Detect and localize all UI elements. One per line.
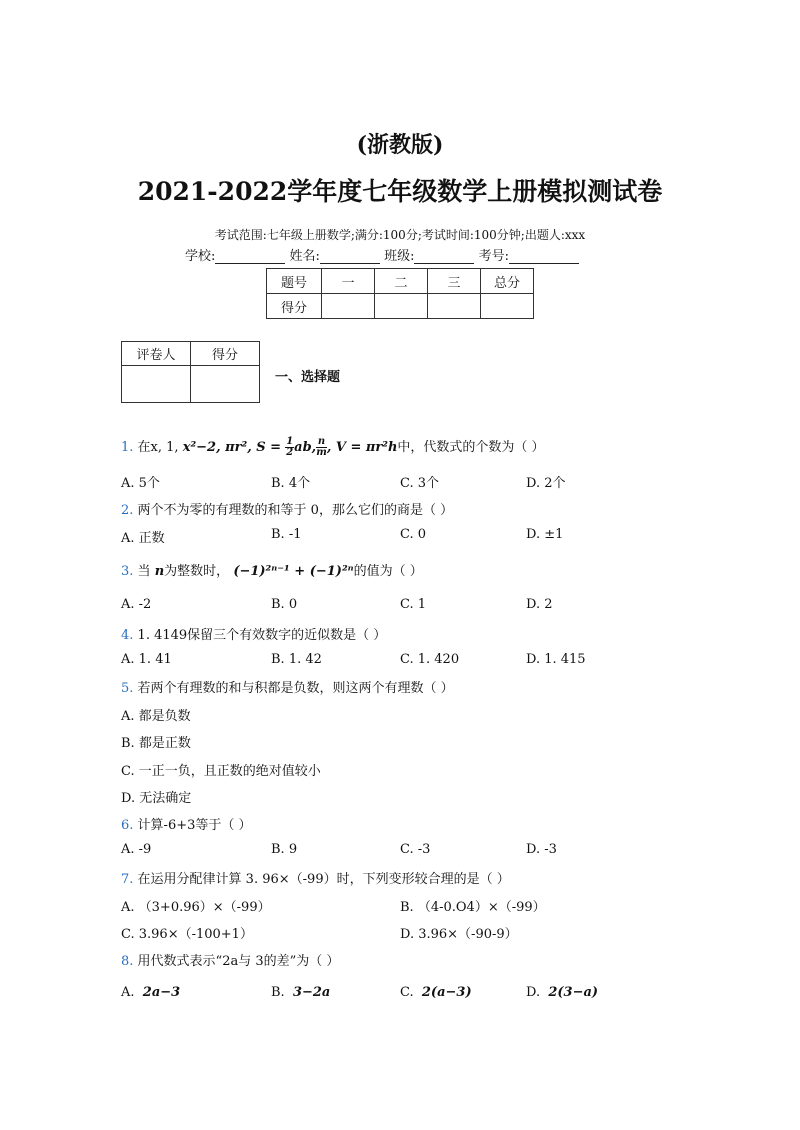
score-header-cell: 二 <box>375 269 428 294</box>
math-expression: , πr² <box>216 440 248 455</box>
class-label: 班级: <box>384 249 415 264</box>
class-field[interactable] <box>414 249 474 264</box>
fraction-numerator: 1 <box>286 436 294 447</box>
math-expression: 2(3−a) <box>548 985 599 1000</box>
math-expression: , S = <box>247 440 282 455</box>
question-3 <box>121 560 423 579</box>
question-text: 为整数时， <box>164 564 230 579</box>
score-row-label: 得分 <box>267 294 322 319</box>
question-number: 7. <box>121 872 134 887</box>
exam-title: 2021-2022学年度七年级数学上册模拟测试卷 <box>137 177 663 206</box>
school-label: 学校: <box>185 249 216 264</box>
math-expression: 2a−3 <box>142 985 181 1000</box>
math-expression: 2(a−3) <box>421 985 472 1000</box>
score-header-cell: 三 <box>428 269 481 294</box>
option-b[interactable]: B. -1 <box>271 527 302 542</box>
option-c[interactable] <box>400 985 472 1000</box>
option-letter: C. <box>400 985 414 1000</box>
option-d[interactable]: D. 3.96×（-90-9） <box>400 927 518 942</box>
fraction-denominator: m <box>316 447 327 458</box>
option-b[interactable]: B. （4-0.O4）×（-99） <box>400 900 546 915</box>
grader-score-cell[interactable] <box>191 366 260 403</box>
question-text: 的值为（ ） <box>353 564 423 579</box>
exam-info: 考试范围:七年级上册数学;满分:100分;考试时间:100分钟;出题人:xxx <box>214 228 586 242</box>
grader-table <box>121 341 260 403</box>
option-c[interactable]: C. 3.96×（-100+1） <box>121 927 253 942</box>
question-text: 计算-6+3等于（ ） <box>137 818 252 833</box>
question-text: 若两个有理数的和与积都是负数，则这两个有理数（ ） <box>137 681 454 696</box>
name-field[interactable] <box>320 249 380 264</box>
question-2 <box>121 499 453 518</box>
option-c[interactable]: C. 一正一负，且正数的绝对值较小 <box>121 764 321 779</box>
option-b[interactable]: B. 4个 <box>271 476 311 491</box>
question-text: 当 <box>137 564 151 579</box>
option-d[interactable]: D. -3 <box>526 842 557 857</box>
math-expression: x²−2 <box>182 440 217 455</box>
fraction <box>285 437 294 458</box>
math-expression: 3−2a <box>292 985 331 1000</box>
option-c[interactable]: C. 3个 <box>400 476 440 491</box>
question-text: 两个不为零的有理数的和等于 0，那么它们的商是（ ） <box>137 503 454 518</box>
question-7 <box>121 868 510 887</box>
option-d[interactable]: D. 2 <box>526 597 553 612</box>
grader-header: 评卷人 <box>122 342 191 366</box>
score-cell[interactable] <box>481 294 534 319</box>
score-cell[interactable] <box>428 294 481 319</box>
option-letter: D. <box>526 985 541 1000</box>
option-b[interactable]: B. 0 <box>271 597 298 612</box>
option-a[interactable]: A. （3+0.96）×（-99） <box>121 900 271 915</box>
option-d[interactable]: D. ±1 <box>526 527 564 542</box>
option-a[interactable]: A. 5个 <box>121 476 160 491</box>
option-b[interactable] <box>271 985 330 1000</box>
option-a[interactable]: A. 正数 <box>121 531 165 546</box>
school-field[interactable] <box>215 249 285 264</box>
question-8 <box>121 950 339 969</box>
question-number: 2. <box>121 503 134 518</box>
question-text: 在x, 1, <box>137 440 179 455</box>
option-b[interactable]: B. 1. 42 <box>271 652 322 667</box>
score-header-cell: 一 <box>322 269 375 294</box>
question-text: 中，代数式的个数为（ ） <box>397 440 545 455</box>
score-cell[interactable] <box>322 294 375 319</box>
question-number: 5. <box>121 681 134 696</box>
math-expression: , V = πr²h <box>326 440 398 455</box>
fraction-numerator: n <box>317 436 326 447</box>
name-label: 姓名: <box>289 249 320 264</box>
option-b[interactable]: B. 9 <box>271 842 298 857</box>
grader-cell[interactable] <box>122 366 191 403</box>
question-text: 1. 4149保留三个有效数字的近似数是（ ） <box>137 628 387 643</box>
option-letter: A. <box>121 985 135 1000</box>
option-b[interactable]: B. 都是正数 <box>121 736 191 751</box>
option-d[interactable]: D. 2个 <box>526 476 566 491</box>
option-d[interactable]: D. 无法确定 <box>121 791 192 806</box>
math-expression: n <box>154 564 165 579</box>
option-a[interactable]: A. -9 <box>121 842 152 857</box>
question-text: 用代数式表示“2a与 3的差”为（ ） <box>137 954 340 969</box>
score-table <box>266 268 534 319</box>
option-c[interactable]: C. 0 <box>400 527 427 542</box>
score-header-cell: 题号 <box>267 269 322 294</box>
question-number: 6. <box>121 818 134 833</box>
question-5 <box>121 677 454 696</box>
section-title: 一、选择题 <box>275 370 341 385</box>
question-number: 4. <box>121 628 134 643</box>
option-a[interactable]: A. 都是负数 <box>121 709 191 724</box>
option-d[interactable] <box>526 985 598 1000</box>
math-expression: (−1)²ⁿ⁻¹ + (−1)²ⁿ <box>233 564 354 579</box>
grader-score-header: 得分 <box>191 342 260 366</box>
student-info-row <box>185 245 579 264</box>
exam-subtitle: (浙教版) <box>356 132 444 158</box>
option-letter: B. <box>271 985 285 1000</box>
option-a[interactable] <box>121 985 180 1000</box>
exam-no-field[interactable] <box>509 249 579 264</box>
score-header-cell: 总分 <box>481 269 534 294</box>
option-c[interactable]: C. -3 <box>400 842 431 857</box>
question-4 <box>121 624 386 643</box>
option-a[interactable]: A. 1. 41 <box>121 652 172 667</box>
fraction-denominator: 2 <box>286 447 294 458</box>
question-number: 8. <box>121 954 134 969</box>
fraction <box>316 437 327 458</box>
question-text: 在运用分配律计算 3. 96×（-99）时，下列变形较合理的是（ ） <box>137 872 510 887</box>
question-number: 3. <box>121 564 134 579</box>
math-expression: ab, <box>294 440 317 455</box>
question-1 <box>121 436 545 458</box>
score-cell[interactable] <box>375 294 428 319</box>
question-number: 1. <box>121 440 134 455</box>
option-a[interactable]: A. -2 <box>121 597 152 612</box>
question-6 <box>121 814 252 833</box>
option-d[interactable]: D. 1. 415 <box>526 652 586 667</box>
exam-no-label: 考号: <box>478 249 509 264</box>
option-c[interactable]: C. 1 <box>400 597 427 612</box>
option-c[interactable]: C. 1. 420 <box>400 652 460 667</box>
